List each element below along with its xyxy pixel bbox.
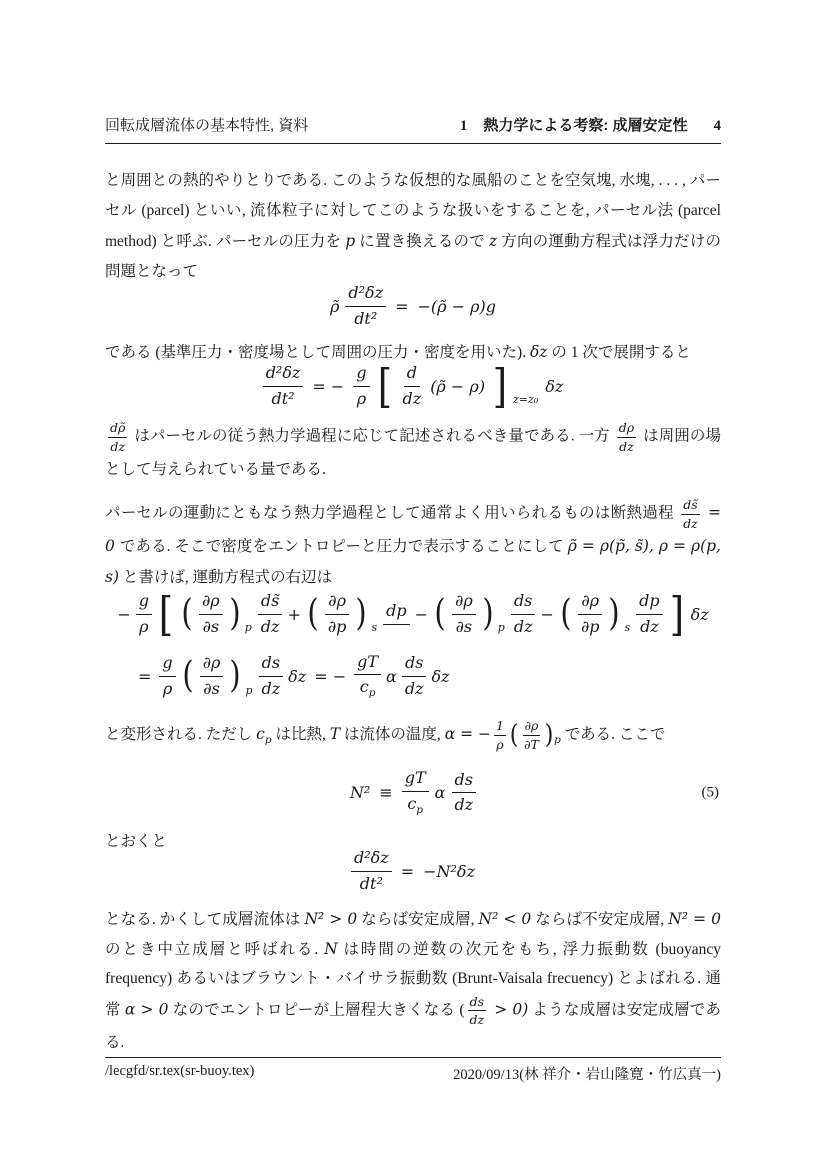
inline-fraction [617,420,636,454]
page-header [105,114,721,135]
alpha-symbol: α [386,666,397,686]
minus-sign: − [414,604,428,624]
fraction-denominator: dz [454,795,474,815]
delta-z: δz [431,666,450,686]
text-run: は比熱, [271,726,330,743]
text-run: である. そこで密度をエントロピーと圧力で表示することにして [119,538,568,556]
right-bracket: ] [492,358,508,413]
text-run: はパーセルの従う熱力学過程に応じて記述されるべき量である. 一方 [130,427,614,445]
left-bracket: [ [377,358,392,413]
fraction-numerator: ds [511,591,535,615]
header-section-number: 1 [459,118,468,134]
text-run: パーセルの運動にともなう熱力学過程として通常よく用いられるものは断熱過程 [105,504,679,522]
fraction-denominator: dz [261,678,281,698]
left-paren: ( [307,593,319,635]
fraction-denominator [404,792,426,818]
fraction-denominator: dz [513,616,533,636]
left-paren: ( [182,655,194,697]
fraction-denominator: dz [402,388,422,408]
fraction-denominator: dt² [354,308,378,328]
fraction-numerator: d²δz [345,283,386,307]
text-run: ならば不安定成層, [531,911,669,928]
equiv-sign: ≡ [379,783,393,803]
fraction-numerator: dρ [617,420,636,438]
fraction [345,283,386,330]
fraction-numerator: ds [452,770,476,794]
footer-source-file: /lecgfd/sr.tex(sr-buoy.tex) [105,1063,255,1079]
header-running-title: 回転成層流体の基本特性, 資料 [105,117,309,134]
fraction-denominator: dt² [271,388,295,408]
specific-heat-symbol: c [359,677,369,697]
fraction [199,591,223,638]
fraction-denominator: dz [683,515,698,531]
fraction-numerator: d²δz [263,363,304,387]
paren-subscript-s: s [624,620,631,634]
right-bracket: ] [669,586,684,641]
fraction [400,363,425,410]
left-paren: ( [181,593,193,635]
fraction-denominator [393,625,399,627]
alpha-definition-lead: α = − [444,725,491,743]
equation-linearized [105,358,721,413]
fraction-numerator: gT [402,768,429,792]
left-paren: ( [560,593,572,635]
inline-fraction [467,994,486,1028]
footer-rule [105,1057,721,1058]
equals-sign: = [395,296,409,316]
fraction [325,591,350,638]
fraction-numerator: ∂ρ [200,653,224,677]
minus-sign: − [117,604,131,624]
fraction [136,591,152,638]
math-n2-positive: N² > 0 [304,910,358,928]
math-n2-negative: N² < 0 [478,910,532,928]
fraction-numerator: g [159,653,175,677]
eq2-density-difference: (ρ̃ − ρ) [430,376,486,396]
math-p: p [345,232,356,250]
math-n: N [324,939,338,958]
fraction-numerator: g [353,363,369,387]
equation-brunt-vaisala-definition [105,768,721,818]
right-paren: ) [355,593,368,635]
fraction-denominator: ρ [356,388,367,408]
subscript-p: p [264,734,272,747]
eq2-delta-z: δz [545,376,564,396]
text-run: である (基準圧力・密度場として周囲の圧力・密度を用いた). [105,344,530,361]
alpha-symbol: α [434,783,446,803]
fraction-denominator: dz [619,438,634,454]
fraction [402,768,429,818]
fraction-numerator: g [136,591,152,615]
header-page-number: 4 [713,118,721,134]
right-paren: ) [229,655,242,697]
paren-subscript-p: p [245,684,253,698]
specific-heat-symbol: c [256,725,265,743]
fraction-numerator: ∂ρ [578,591,602,615]
fraction-denominator: ρ [496,736,504,752]
text-run: である. ここで [560,726,666,743]
equation-expanded-rhs [105,586,721,701]
equals-minus-sign: = − [312,376,345,396]
inline-fraction [522,718,541,752]
fraction [511,591,536,638]
fraction-numerator: ds [468,994,486,1012]
right-paren: ) [229,593,241,635]
fraction-numerator: ds̃ [258,591,282,615]
paren-subscript-s: s [371,620,378,634]
equation-parcel-motion [105,283,721,330]
equals-sign: = [138,666,152,686]
equation-oscillator [105,848,721,895]
fraction [452,591,476,638]
text-run: と書けば, 運動方程式の右辺は [119,569,333,587]
subscript-p: p [554,734,561,747]
fraction [354,652,381,702]
fraction-numerator: ∂ρ [452,591,476,615]
paragraph-definitions [105,711,721,763]
fraction [258,653,283,700]
inline-fraction [108,420,127,454]
fraction-denominator: dt² [359,873,383,893]
math-z: z [489,232,498,250]
left-bracket: [ [158,586,174,641]
fraction-numerator: ∂ρ [199,591,223,615]
fraction-denominator: dz [260,616,280,636]
fraction-denominator: dz [469,1012,485,1028]
fraction [383,601,409,627]
equation-expanded-rhs-line2 [135,652,450,702]
inline-fraction [681,497,700,531]
fraction [258,591,283,638]
text-run: と周囲との熱的やりとりである. このような仮想的な風船のことを空気塊, 水塊, . . . , パーセル (parcel) といい, 流体粒子に対してこのような扱いをすることを, パーセル法 (parcel method) と呼ぶ. パーセルの圧力を [105,172,721,250]
fraction-denominator: ∂s [203,678,220,698]
equals-sign: = [400,861,415,881]
fraction-denominator: ρ [162,678,173,698]
text-run: 方向の運動方程式は浮力だけの問題となって [105,233,721,280]
eq1-rhs: −(ρ̃ − ρ)g [417,296,497,316]
fraction [578,591,603,638]
fraction-numerator: ds [402,653,426,677]
text-run: ような成層は安定成層である. [105,1001,721,1051]
fraction [353,363,369,410]
fraction [200,653,224,700]
page-footer [105,1063,721,1084]
fraction-denominator: ∂T [524,736,539,752]
fraction [159,653,175,700]
fraction-denominator [357,675,379,701]
right-paren: ) [544,720,554,751]
right-paren: ) [608,593,621,635]
fraction-denominator: dz [404,678,424,698]
fraction [451,770,476,817]
math-delta-z: δz [529,343,548,361]
text-run: は周囲の場として与えられている量である. [105,427,721,479]
subscript-p: p [368,687,376,700]
delta-z: δz [288,666,307,686]
text-run: は流体の温度, [340,726,445,743]
fraction-numerator: ds [259,653,283,677]
text-run: とおくと [105,833,168,850]
math-equals-zero: = 0 [105,503,721,556]
paragraph-gradient-roles [105,420,721,485]
fraction-numerator: dp [383,601,409,625]
specific-heat-symbol: c [407,793,417,813]
text-run: は時間の逆数の次元をもち, 浮力振動数 (buoyancy frequency) あるいはブラウント・バイサラ振動数 (Brunt-Vaisala frecuency) とよばれる. 通常 [105,940,721,1019]
fraction-numerator: gT [354,652,381,676]
math-alpha-positive: α > 0 [124,1000,169,1019]
eq1-coefficient: ρ̃ [329,296,340,316]
fraction-numerator: dp [636,591,662,615]
text-run: と変形される. ただし [105,726,257,743]
fraction [402,653,427,700]
fraction-denominator: dz [640,616,659,636]
fraction-numerator: ∂ρ [523,718,541,736]
fraction-numerator: 1 [494,718,506,736]
subscript-p: p [416,803,424,816]
delta-z: δz [690,604,709,624]
n-squared-symbol: N² [349,783,371,803]
equation-number: (5) [701,784,719,801]
minus-sign: − [540,604,554,624]
footer-date-authors: 2020/09/13(林 祥介・岩山隆寛・竹広真一) [453,1067,721,1083]
fraction-numerator: dρ̃ [108,420,127,438]
text-run: の 1 次で展開すると [547,344,691,361]
fraction-denominator: ∂s [202,616,220,636]
paren-subscript-p: p [497,620,505,634]
fraction-numerator: d [404,363,420,387]
fraction-denominator: ∂p [580,616,600,636]
fraction [636,591,662,638]
fraction-denominator: dz [110,438,125,454]
text-run: となる. かくして成層流体は [105,911,305,928]
paragraph-parcel-intro [105,166,721,287]
inline-fraction [494,718,506,752]
header-rule [105,143,721,144]
equals-minus-sign: = − [314,666,347,686]
left-paren: ( [434,593,446,635]
header-section-heading [460,114,688,135]
fraction-numerator: ∂ρ [325,591,349,615]
text-run: のとき中立成層と呼ばれる. [105,940,325,958]
fraction [263,363,304,410]
plus-sign: + [287,604,301,624]
fraction-denominator: ρ [139,616,149,636]
text-run: に置き換えるので [355,233,490,250]
math-n2-zero: N² = 0 [668,910,721,928]
fraction-denominator: ∂s [455,616,473,636]
text-run: なのでエントロピーが上層程大きくなる ( [168,1001,465,1019]
paren-subscript-p: p [244,620,252,634]
header-section-title: 熱力学による考察: 成層安定性 [483,117,688,134]
fraction [351,848,392,895]
fraction-denominator: ∂p [327,616,347,636]
left-paren: ( [509,720,519,751]
eq6-rhs: −N²δz [423,861,475,881]
bracket-subscript: z=z₀ [513,392,539,406]
math-gt-zero: > 0) [489,1000,529,1019]
right-paren: ) [482,593,494,635]
math-density-functions: ρ̃ = ρ(p̃, s̃), ρ = ρ(p, s) [105,537,721,587]
paragraph-adiabatic-process [105,497,721,593]
fraction-numerator: ds̃ [681,497,699,515]
equation-expanded-rhs-line1 [117,586,709,641]
paragraph-stability-conclusion [105,905,721,1057]
text-run: ならば安定成層, [357,911,479,928]
fraction-numerator: d²δz [351,848,392,872]
temperature-symbol: T [329,725,341,743]
